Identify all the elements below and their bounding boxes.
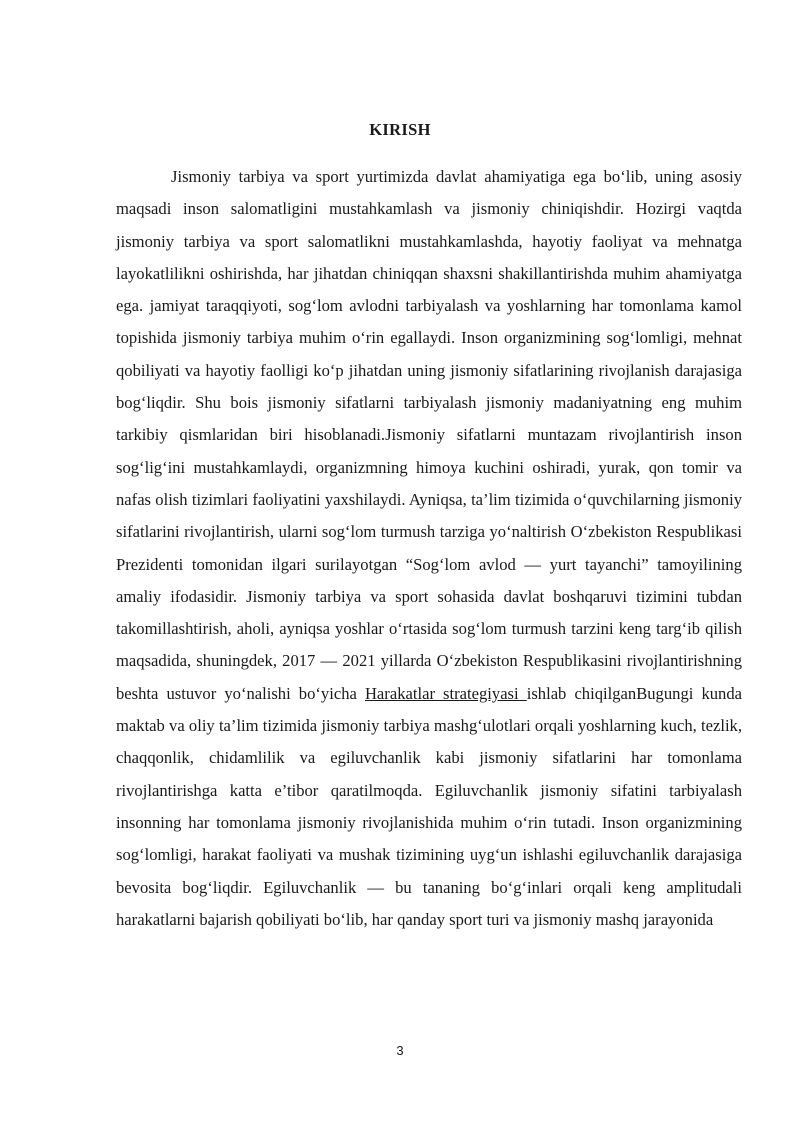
paragraph-text-after-link: ishlab chiqilganBugungi kunda maktab va oliy ta’lim tizimida jismoniy tarbiya mashg‘ulotlari orqali yoshlarning kuch, tezlik, chaqqonlik, chidamlilik va egiluvchanlik kabi jismoniy sifatlarini har tomonlama rivojlantirishga katta e’tibor qaratilmoqda. Egiluvchanlik jismoniy sifatini tarbiyalash insonning har tomonlama jismoniy rivojlanishida muhim o‘rin tutadi. Inson organizmining sog‘lomligi, harakat faoliyati va mushak tizimining uyg‘un ishlashi egiluvchanlik darajasiga bevosita bog‘liqdir. Egiluvchanlik — bu tananing bo‘g‘inlari orqali keng amplitudali harakatlarni bajarish qobiliyati bo‘lib, har qanday sport turi va jismoniy mashq jarayonida: [116, 683, 742, 929]
paragraph-text-before-link: Jismoniy tarbiya va sport yurtimizda davlat ahamiyatiga ega bo‘lib, uning asosiy maqsadi inson salomatligini mustahkamlash va jismoniy chiniqishdir. Hozirgi vaqtda jismoniy tarbiya va sport salomatlikni mustahkamlashda, hayotiy faoliyat va mehnatga layokatlilikni oshirishda, har jihatdan chiniqqan shaxsni shakillantirishda muhim ahamiyatga ega. jamiyat taraqqiyoti, sog‘lom avlodni tarbiyalash va yoshlarning har tomonlama kamol topishida jismoniy tarbiya muhim o‘rin egallaydi. Inson organizmining sog‘lomligi, mehnat qobiliyati va hayotiy faolligi ko‘p jihatdan uning jismoniy sifatlarining rivojlanish darajasiga bog‘liqdir. Shu bois jismoniy sifatlarni tarbiyalash jismoniy madaniyatning eng muhim tarkibiy qismlaridan biri hisoblanadi.Jismoniy sifatlarni muntazam rivojlantirish inson sog‘lig‘ini mustahkamlaydi, organizmning himoya kuchini oshiradi, yurak, qon tomir va nafas olish tizimlari faoliyatini yaxshilaydi. Ayniqsa, ta’lim tizimida o‘quvchilarning jismoniy sifatlarini rivojlantirish, ularni sog‘lom turmush tarziga yo‘naltirish O‘zbekiston Respublikasi Prezidenti tomonidan ilgari surilayotgan “Sog‘lom avlod — yurt tayanchi” tamoyilining amaliy ifodasidir. Jismoniy tarbiya va sport sohasida davlat boshqaruvi tizimini tubdan takomillashtirish, aholi, ayniqsa yoshlar o‘rtasida sog‘lom turmush tarzini keng targ‘ib qilish maqsadida, shuningdek, 2017 — 2021 yillarda O‘zbekiston Respublikasini rivojlantirishning beshta ustuvor yo‘nalishi bo‘yicha: [116, 167, 742, 703]
intro-paragraph: [116, 161, 742, 936]
strategy-link[interactable]: Harakatlar strategiyasi: [364, 683, 527, 703]
section-title: KIRISH: [369, 120, 431, 139]
page-number: 3: [396, 1043, 404, 1058]
